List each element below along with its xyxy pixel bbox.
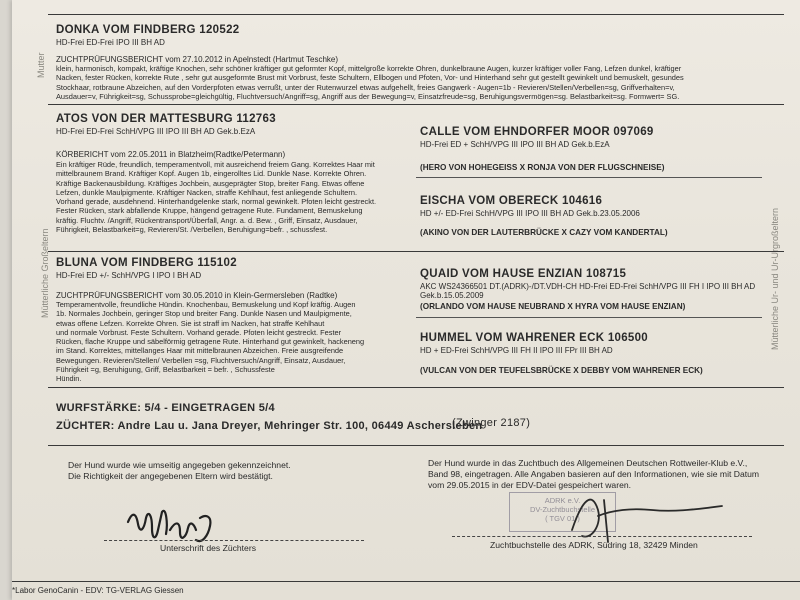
top-rule [48, 14, 784, 15]
gp2-name-text: BLUNA VOM FINDBERG [56, 257, 194, 269]
ggp4-number: 106500 [607, 332, 648, 344]
bottom-rule [12, 581, 800, 582]
gp2-report [56, 300, 406, 384]
ggp-rule [416, 317, 762, 318]
gp2-report-title: ZUCHTPRÜFUNGSBERICHT vom 30.05.2010 in Klein-Germersleben (Radtke) [56, 291, 338, 300]
ggp1-parents: (HERO VON HOHEGEISS X RONJA VON DER FLUGSCHNEISE) [420, 163, 665, 172]
gp1-name-text: ATOS VON DER MATTESBURG [56, 113, 233, 125]
gp2-report-line: etwas offene Lefzen. Korrekte Ohren. Sie ist straff im Nacken, hat straffe Kehlhaut [56, 318, 325, 328]
ggp-rule [416, 177, 762, 178]
gp1-report-line: Führigkeit, Belastbarkeit=g, Revieren/St. /Verbellen, Beruhigung=befr. , schussfest. [56, 225, 328, 235]
gp1-report-line: Fester Rücken, stark abfallende Kruppe, hängend getragene Rute. Fundament, Bemuskelung [56, 206, 363, 216]
ggp3-name-text: QUAID VOM HAUSE ENZIAN [420, 268, 583, 280]
ggp3-parents: (ORLANDO VOM HAUSE NEUBRAND X HYRA VOM HAUSE ENZIAN) [420, 302, 686, 311]
gp2-report-line: Hündin. [56, 374, 82, 384]
pedigree-document [12, 0, 800, 600]
ggp3-gekoert: Gek.b.15.05.2009 [420, 291, 484, 300]
gp2-report-line: und normale Vorbrust. Feste Schultern. Vorhand gerade. Pfoten leicht gestreckt. Fester [56, 327, 342, 337]
side-label-muetterliche-urgrosseltern: Mütterliche Ur- und Ur-Urgroßeltern [770, 207, 780, 350]
ggp4-name [420, 332, 648, 344]
ggp2-name-text: EISCHA VOM OBERECK [420, 195, 559, 207]
breeder-certification [68, 460, 388, 482]
gp1-number: 112763 [236, 113, 276, 125]
mother-report-line: Ausdauer=v, Führigkeit=sg, Schussprobe=gleichgültig, Fluchtversuch/Angriff=sg, Angriff aus der Bewegung=v, Einsatzfreude=sg, Beruhigungsvermögen=sg. Belastbarkeit=sg. Formwert= SG. [56, 91, 680, 101]
gp2-report-line: Führigkeit =g, Beruhigung, Griff, Belastbarkeit = befr. , Schussfeste [56, 365, 275, 375]
gp2-name [56, 257, 237, 269]
mother-report [56, 64, 771, 101]
side-label-muetterliche-grosseltern: Mütterliche Großeltern [40, 228, 50, 318]
mother-titles: HD-Frei ED-Frei IPO III BH AD [56, 38, 165, 47]
gp1-report-line: Lefzen, dunkle Maulpigmente. Kräftiger Nacken, straffe Kehlhaut, fest anliegende Schultern. [56, 187, 358, 197]
gp1-report-line: Kräftige Backenausbildung. Kräftiges Jochbein, ausgeprägter Stop, breiter Fang. Etwas offene [56, 178, 365, 188]
ggp2-number: 104616 [562, 195, 603, 207]
zuechter: ZÜCHTER: Andre Lau u. Jana Dreyer, Mehringer Str. 100, 06449 Aschersleben [56, 420, 483, 432]
gp1-titles: HD-Frei ED-Frei SchH/VPG III IPO III BH AD Gek.b.EzA [56, 127, 256, 136]
registrar-caption: Zuchtbuchstelle des ADRK, Südring 18, 32429 Minden [490, 540, 698, 550]
ggp1-number: 097069 [613, 126, 654, 138]
ggp2-name [420, 195, 602, 207]
ggp1-name-text: CALLE VOM EHNDORFER MOOR [420, 126, 610, 138]
side-label-mutter: Mutter [36, 52, 46, 78]
gp1-name [56, 113, 276, 125]
mother-number: 120522 [199, 24, 240, 36]
gp1-report [56, 160, 406, 234]
ggp3-number: 108715 [586, 268, 627, 280]
section-rule [48, 104, 784, 105]
cert-right-line: vom 29.05.2015 in der EDV-Datei gespeichert waren. [428, 480, 632, 490]
ggp4-name-text: HUMMEL VOM WAHRENER ECK [420, 332, 605, 344]
gp2-titles: HD-Frei ED +/- SchH/VPG I IPO I BH AD [56, 271, 202, 280]
mother-report-title: ZUCHTPRÜFUNGSBERICHT vom 27.10.2012 in Apelnstedt (Hartmut Teschke) [56, 55, 339, 64]
wurfstaerke: WURFSTÄRKE: 5/4 - EINGETRAGEN 5/4 [56, 402, 275, 414]
gp2-report-line: 1b. Normales Jochbein, geringer Stop und breiter Fang. Dunkle Nasen und Maulpigmente, [56, 309, 352, 319]
mother-report-line: Nacken, fester Rücken, korrekte Rute , sehr gut ausgeformte Brust mit Vorbrust, feste Schultern, Ellbogen und Pfoten, Vor- und Hinterhand sehr gut gestellt gewinkelt und bemuskelt, gesundes [56, 73, 684, 83]
zwinger: (Zwinger 2187) [452, 417, 531, 429]
gp2-report-line: Bewegungen. Revieren/Stellen/ Verbellen =sg, Fluchtversuch/Angriff, Einsatz, Ausdauer, [56, 355, 346, 365]
mother-report-line: klein, harmonisch, kompakt, kräftige Knochen, sehr schöner kräftiger gut geformter Kopf, mittelgroße korrekte Ohren, dunkelbraune Augen, kurzer kräftiger voller Fang, Lefzen dunkel, kräftiger [56, 64, 682, 73]
cert-right-line: Der Hund wurde in das Zuchtbuch des Allgemeinen Deutschen Rottweiler-Klub e.V., [428, 458, 748, 468]
gp1-report-title: KÖRBERICHT vom 22.05.2011 in Blatzheim(Radtke/Petermann) [56, 150, 286, 159]
gp1-report-line: Vorhand gerade, ausdehnend. Hinterhandgelenke stark, normal gewinkelt. Pfoten leicht gestreckt. [56, 197, 377, 207]
breeder-signature-caption: Unterschrift des Züchters [160, 543, 256, 553]
section-rule [48, 445, 784, 446]
ggp1-titles: HD-Frei ED + SchH/VPG III IPO III BH AD Gek.b.EzA [420, 140, 610, 149]
ggp2-titles: HD +/- ED-Frei SchH/VPG III IPO III BH AD Gek.b.23.05.2006 [420, 209, 640, 218]
cert-right-line: Band 98, eingetragen. Alle Angaben basieren auf den Informationen, wie sie mit Datum [428, 469, 760, 479]
ggp2-parents: (AKINO VON DER LAUTERBRÜCKE X CAZY VOM KANDERTAL) [420, 228, 668, 237]
gp2-number: 115102 [197, 257, 237, 269]
ggp1-name [420, 126, 654, 138]
mother-report-line: Stockhaar, rotbraune Abzeichen, auf den Vorderpfoten etwas verrußt, unter der Rutenwurzel etwas aufgehellt, freies Gangwerk - Augen=1b - Revieren/Stellen/Verbellen=sg, Griffverhalten=v, [56, 82, 675, 92]
stamp-line: DV-Zuchtbuchstelle [529, 505, 596, 514]
ggp3-titles: AKC WS24366501 DT.(ADRK)-/DT.VDH-CH HD-Frei ED-Frei SchH/VPG III FH I IPO III BH AD [420, 282, 756, 291]
mother-name-text: DONKA VOM FINDBERG [56, 24, 196, 36]
section-rule [48, 387, 784, 388]
cert-left-line: Die Richtigkeit der angegebenen Eltern wird bestätigt. [68, 471, 273, 481]
breeder-signature-line [104, 540, 364, 541]
stamp-line: ( TGV 01 ) [545, 514, 580, 523]
ggp3-name [420, 268, 626, 280]
gp2-report-line: im Stand. Korrektes, mittellanges Haar mit mittelbraunen Abzeichen. Freie ausgreifende [56, 346, 344, 356]
stamp-line: ADRK e.V. [544, 496, 581, 505]
gp2-report-line: Temperamentvolle, freundliche Hündin. Knochenbau, Bemuskelung und Kopf kräftig. Augen [56, 300, 356, 309]
footer-text: *Labor GenoCanin - EDV: TG-VERLAG Giessen [12, 586, 184, 595]
gp1-report-line: mittelbraunem Brand. Kräftiger Kopf. Augen 1b, eingerolltes Lid. Dunkle Nase. Korrekte Ohren. [56, 169, 367, 179]
cert-left-line: Der Hund wurde wie umseitig angegeben gekennzeichnet. [68, 460, 291, 470]
gp1-report-line: Ein kräftiger Rüde, freundlich, temperamentvoll, mit ausreichend freiem Gang. Korrektes Haar mit [56, 160, 375, 169]
ggp4-titles: HD + ED-Frei SchH/VPG III FH II IPO III FPr III BH AD [420, 346, 613, 355]
ggp4-parents: (VULCAN VON DER TEUFELSBRÜCKE X DEBBY VOM WAHRENER ECK) [420, 366, 703, 375]
section-rule [48, 251, 784, 252]
gp2-report-line: Rücken, flache Kruppe und säbelförmig getragene Rute. Hinterhand gut gewinkelt, hackeneng [56, 337, 365, 347]
gp1-report-line: kräftig. Fluchtv. /Angriff, Rückentransport/Überfall, Angr. a. d. Bew. , Griff, Einsatz, Ausdauer, [56, 215, 358, 225]
mother-name [56, 24, 239, 36]
registrar-signature-line [452, 536, 752, 537]
